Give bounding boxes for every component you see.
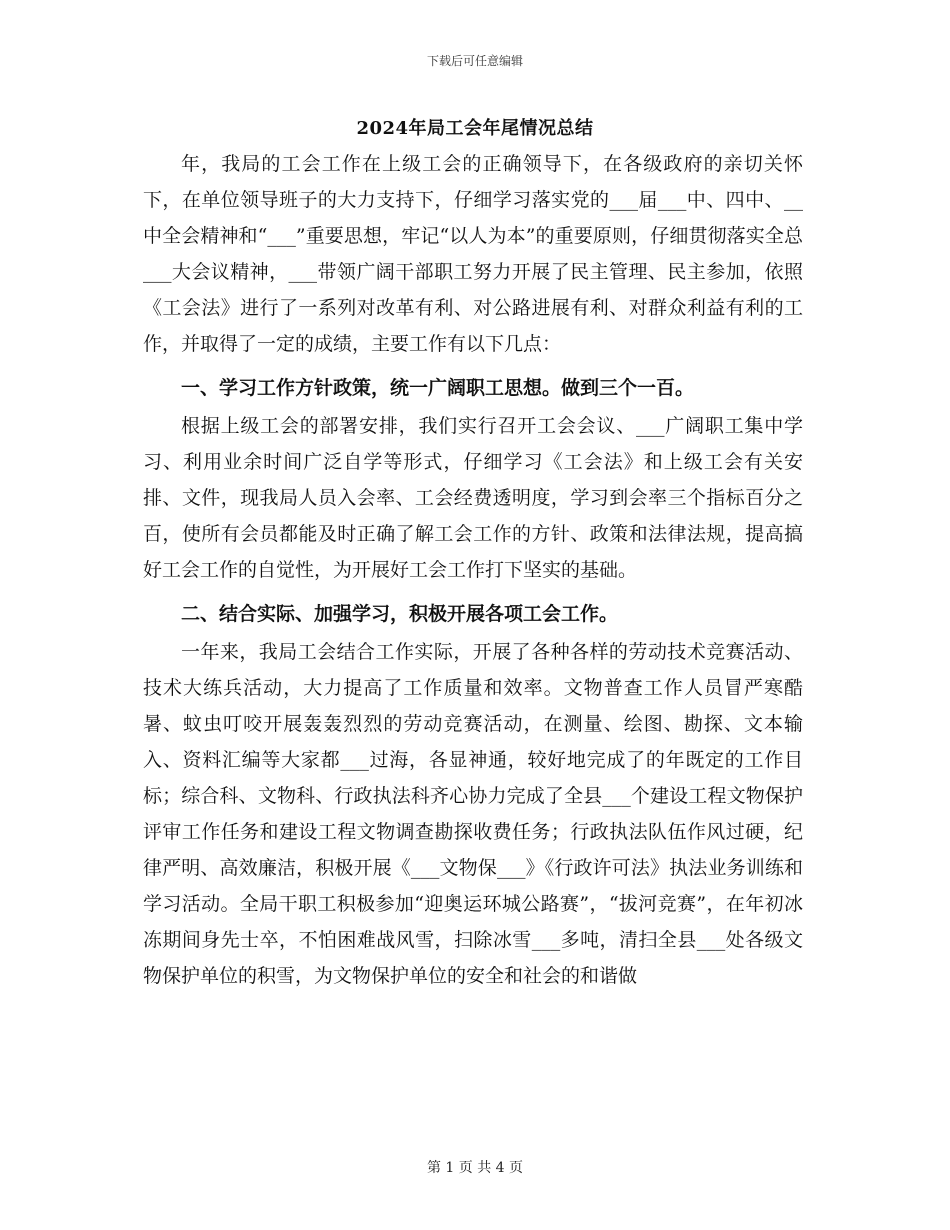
section-heading-2: 二、结合实际、加强学习，积极开展各项工会工作。 — [181, 603, 619, 625]
document-title: 2024年局工会年尾情况总结 — [356, 118, 594, 139]
intro-paragraph: 年，我局的工会工作在上级工会的正确领导下，在各级政府的亲切关怀下，在单位领导班子的大力支持下，仔细学习落实党的___届___中、四中、__中全会精神和“___”重要思想，牢记“以人为本”的重要原则，仔细贯彻落实全总___大会议精神，___带领广阔干部职工努力开展了民主管理、民主参加，依照《工会法》进行了一系列对改革有利、对公路进展有利、对群众利益有利的工作，并取得了一定的成绩，主要工作有以下几点： — [143, 153, 803, 355]
document-body — [143, 146, 803, 996]
section-heading-1: 一、学习工作方针政策，统一广阔职工思想。做到三个一百。 — [181, 377, 695, 399]
page-number: 第 1 页 共 4 页 — [426, 1160, 524, 1176]
page-header-note: 下载后可任意编辑 — [426, 54, 523, 68]
section-1-paragraph: 根据上级工会的部署安排，我们实行召开工会会议、___广阔职工集中学习、利用业余时间广泛自学等形式，仔细学习《工会法》和上级工会有关安排、文件，现我局人员入会率、工会经费透明度，学习到会率三个指标百分之百，使所有会员都能及时正确了解工会工作的方针、政策和法律法规，提高搞好工会工作的自觉性，为开展好工会工作打下坚实的基础。 — [143, 415, 803, 581]
section-2-paragraph: 一年来，我局工会结合工作实际，开展了各种各样的劳动技术竞赛活动、技术大练兵活动，大力提高了工作质量和效率。文物普查工作人员冒严寒酷暑、蚊虫叮咬开展轰轰烈烈的劳动竞赛活动，在测量、绘图、勘探、文本输入、资料汇编等大家都___过海，各显神通，较好地完成了的年既定的工作目标；综合科、文物科、行政执法科齐心协力完成了全县___个建设工程文物保护评审工作任务和建设工程文物调查勘探收费任务；行政执法队伍作风过硬，纪律严明、高效廉洁，积极开展《___文物保___》《行政许可法》执法业务训练和学习活动。全局干职工积极参加“迎奥运环城公路赛”，“拔河竞赛”，在年初冰冻期间身先士卒，不怕困难战风雪，扫除冰雪___多吨，清扫全县___处各级文物保护单位的积雪，为文物保护单位的安全和社会的和谐做 — [143, 641, 803, 987]
